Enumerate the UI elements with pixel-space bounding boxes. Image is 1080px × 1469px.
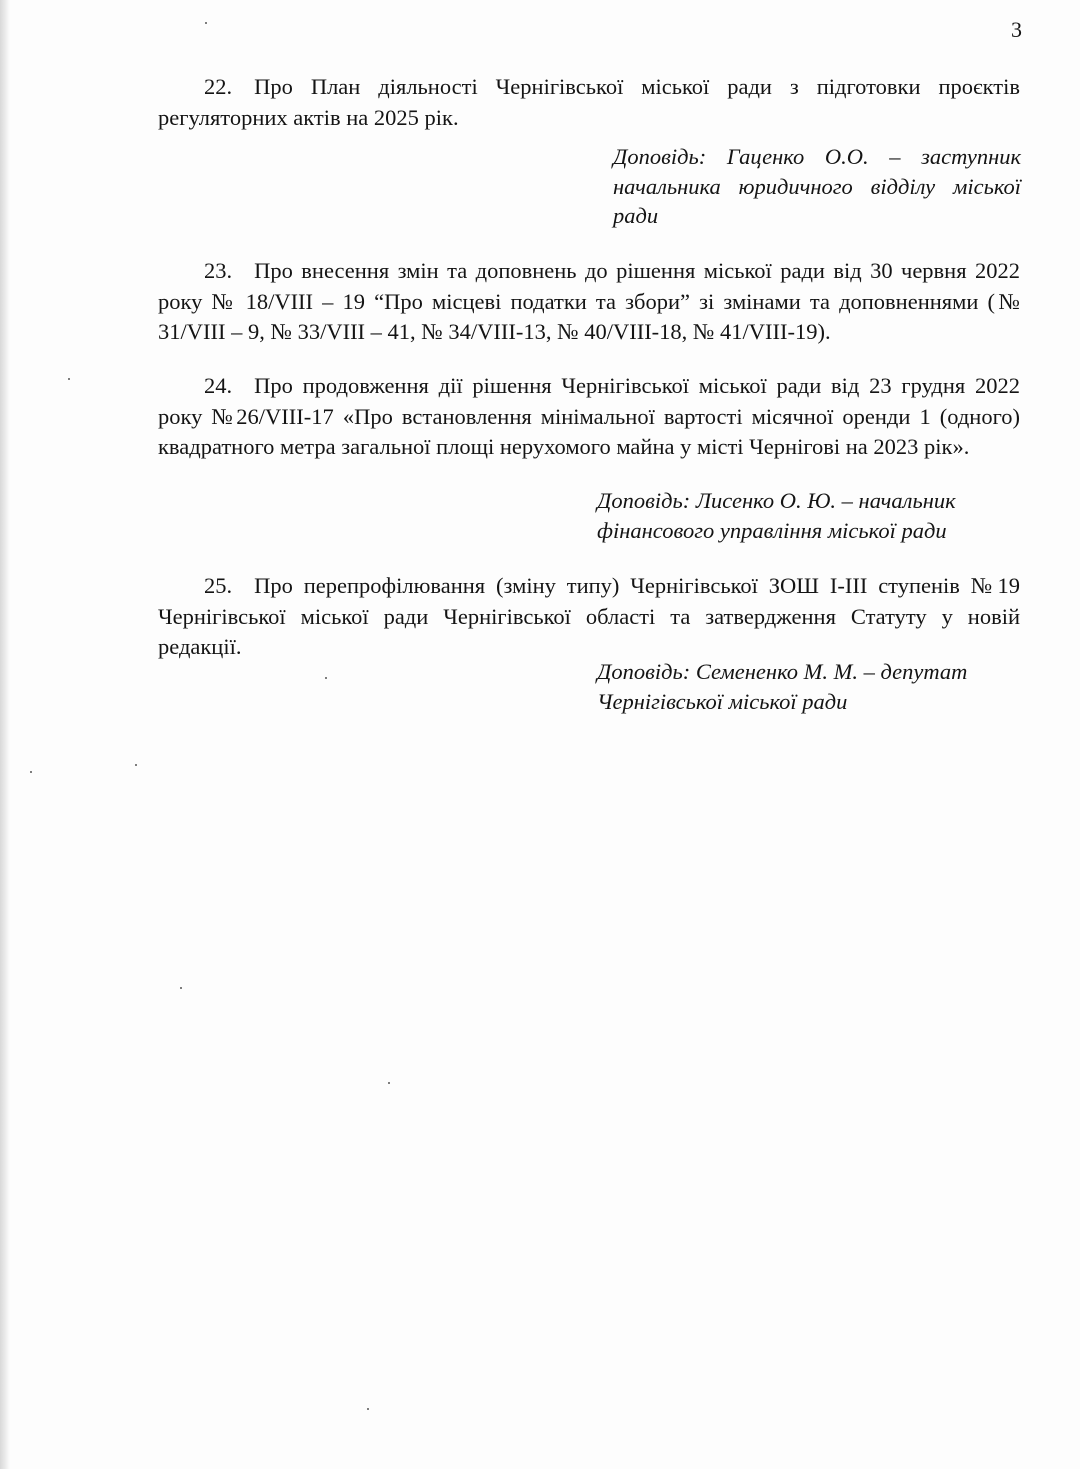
item-number: 22.	[204, 74, 233, 99]
page-number: 3	[1011, 17, 1022, 42]
scan-speck	[68, 378, 70, 380]
item-number: 25.	[204, 573, 233, 598]
agenda-item-24	[158, 371, 1020, 463]
item-text: Про План діяльності Чернігівської міської ради з підготовки проєктів регуляторних актів на 2025 рік.	[158, 74, 1020, 130]
scan-speck	[135, 764, 137, 766]
reporter-item-22: Доповідь: Гаценко О.О. – заступник начальника юридичного відділу міської ради	[613, 144, 1021, 228]
scan-speck	[367, 1408, 369, 1410]
agenda-item-25	[158, 571, 1020, 663]
reporter-item-24: Доповідь: Лисенко О. Ю. – начальник фінансового управління міської ради	[597, 488, 956, 543]
scan-speck	[30, 771, 32, 773]
item-number: 23.	[204, 258, 233, 283]
item-text: Про перепрофілювання (зміну типу) Чернігівської ЗОШ І-ІІІ ступенів №19 Чернігівської міської ради Чернігівської області та затвердження Статуту у новій редакції.	[158, 573, 1020, 659]
reporter-item-25: Доповідь: Семененко М. М. – депутат Чернігівської міської ради	[597, 659, 968, 714]
scan-edge-shadow	[0, 0, 10, 1469]
scan-speck	[325, 677, 327, 679]
scan-speck	[205, 22, 207, 24]
agenda-item-22	[158, 72, 1020, 133]
agenda-item-23	[158, 256, 1020, 348]
item-number: 24.	[204, 373, 233, 398]
item-text: Про продовження дії рішення Чернігівської міської ради від 23 грудня 2022 року №26/VIII-17 «Про встановлення мінімальної вартості місячної оренди 1 (одного) квадратного метра загальної площі нерухомого майна у місті Чернігові на 2023 рік».	[158, 373, 1020, 459]
item-text: Про внесення змін та доповнень до рішення міської ради від 30 червня 2022 року № 18/VIII – 19 “Про місцеві податки та збори” зі змінами та доповненнями (№ 31/VIII – 9, № 33/VIII – 41, № 34/VIII-13, № 40/VIII-18, № 41/VIII-19).	[158, 258, 1020, 344]
scan-speck	[180, 987, 182, 989]
scan-speck	[388, 1082, 390, 1084]
